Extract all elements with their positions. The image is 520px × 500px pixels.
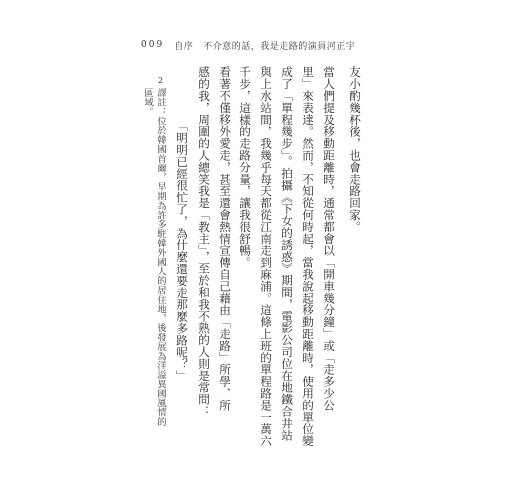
body-line: 感的我，周圍的人總笑我是「教主」，至於和我不熟的人則是常問： [197, 66, 211, 418]
body-line: 看著不僅移外愛走，甚至還會熱情宣傳自己藉由「走路」所學、所 [218, 66, 232, 412]
body-line: 千步，這樣的走路分量，讓我很舒暢。 [238, 66, 252, 269]
footnote-marker: 2 [156, 76, 165, 85]
chapter-subtitle: 不介意的話，我是走路的演員河正宇 [203, 41, 356, 52]
body-line: 當人們提及移動距離時，通常都會以「開車幾分鐘」或「走多少公 [322, 66, 336, 412]
body-line: 成了「單程幾步」。拍攝《下女的誘惑》期間，電影公司位在地鐵合井站 [280, 66, 294, 441]
footnote-line: 區域。 [142, 88, 153, 117]
body-line: 友小酌幾杯後，也會走路回家。 [348, 66, 362, 233]
running-header [141, 38, 355, 52]
quote-line: 「明明已經很忙了，為什麼還要走那麼多路呢？」 [175, 120, 189, 382]
body-line: 與上水站間，我幾乎每天都從江南走到麻浦。這條上班的單程路是一萬六 [259, 66, 273, 447]
page-number: 009 [141, 40, 165, 50]
body-line: 里」來表達。然而，不知從何時起，當我說起移動距離時，使用的單位變 [301, 66, 315, 447]
chapter-title: 自序 [174, 41, 194, 52]
footnote-line: 譯註：位於韓國首爾，早期為許多駐韓外國人的居住地，後發展為洋溢異國風情的 [155, 88, 166, 427]
